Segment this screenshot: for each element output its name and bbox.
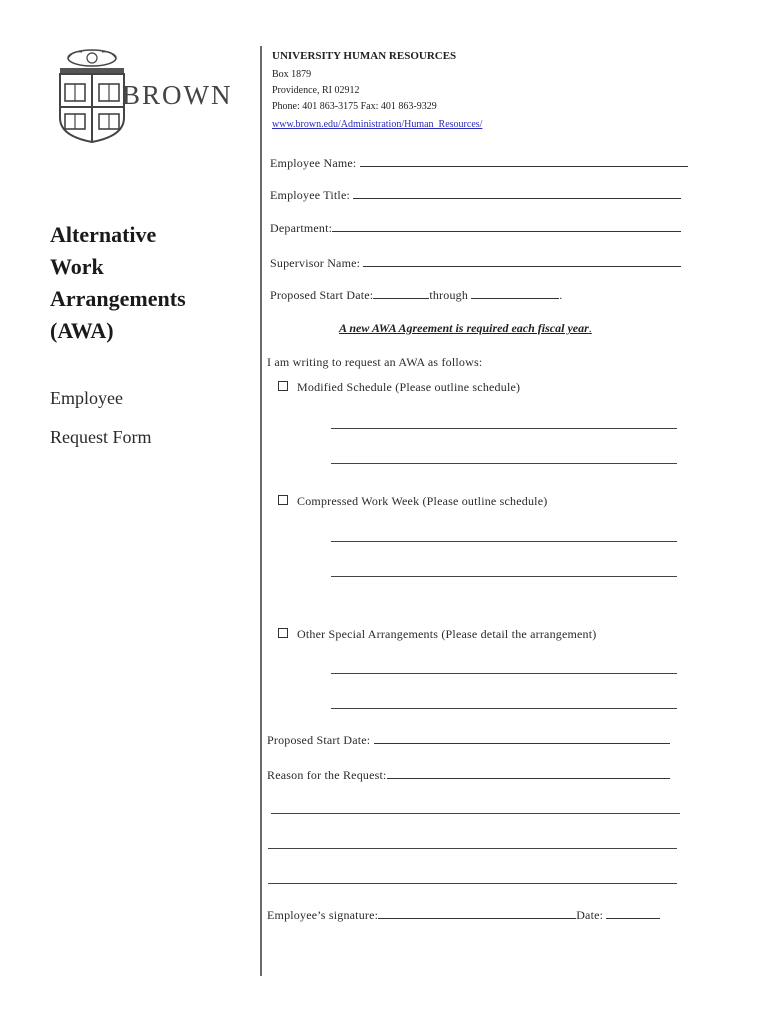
employee-title-label: Employee Title:	[270, 188, 354, 202]
form-title-line: Alternative	[50, 222, 157, 247]
modified-schedule-line-2[interactable]	[331, 463, 677, 464]
signature-label: Employee’s signature:	[267, 908, 379, 922]
proposed-start-label: Proposed Start Date:	[270, 288, 374, 302]
form-title	[50, 219, 186, 347]
department-field	[270, 219, 681, 236]
brown-wordmark: BROWN	[122, 80, 233, 110]
employee-title-input[interactable]	[353, 186, 681, 199]
date-label: Date:	[576, 908, 607, 922]
form-subtitle-employee: Employee	[50, 388, 123, 408]
reason-line-3[interactable]	[268, 883, 677, 884]
reason-line-1[interactable]	[271, 813, 680, 814]
fiscal-year-notice: A new AWA Agreement is required each fiscal year.	[339, 321, 592, 335]
modified-schedule-line-1[interactable]	[331, 428, 677, 429]
form-title-line: Work	[50, 254, 104, 279]
signature-field	[267, 906, 660, 923]
compressed-week-line-1[interactable]	[331, 541, 677, 542]
signature-input[interactable]	[378, 906, 576, 919]
employee-title-field	[270, 186, 681, 203]
footer-proposed-start-label: Proposed Start Date:	[267, 733, 374, 747]
compressed-week-label: Compressed Work Week (Please outline schedule)	[297, 494, 548, 508]
option-other-arrangements	[278, 627, 596, 642]
request-intro: I am writing to request an AWA as follows:	[267, 355, 483, 369]
reason-label: Reason for the Request:	[267, 768, 387, 782]
proposed-dates-field: Proposed Start Date: through .	[270, 288, 563, 302]
header-phone: Phone: 401 863-3175 Fax: 401 863-9329	[272, 101, 437, 112]
fiscal-year-notice-text: A new AWA Agreement is required each fiscal year	[339, 321, 589, 335]
compressed-week-checkbox[interactable]	[278, 495, 288, 505]
proposed-start-input[interactable]	[373, 286, 429, 299]
employee-name-input[interactable]	[360, 154, 688, 167]
reason-field	[267, 766, 670, 783]
header-title: UNIVERSITY HUMAN RESOURCES	[272, 50, 457, 62]
header-box: Box 1879	[272, 69, 312, 80]
form-subtitle-request: Request Form	[50, 427, 152, 447]
supervisor-name-label: Supervisor Name:	[270, 256, 364, 270]
form-title-line: Arrangements	[50, 286, 186, 311]
reason-line-2[interactable]	[268, 848, 677, 849]
other-arrangements-label: Other Special Arrangements (Please detail the arrangement)	[297, 627, 597, 641]
option-modified-schedule	[278, 380, 520, 395]
brown-logo	[54, 44, 254, 144]
department-input[interactable]	[332, 219, 681, 232]
modified-schedule-checkbox[interactable]	[278, 381, 288, 391]
employee-name-label: Employee Name:	[270, 156, 360, 170]
proposed-end-input[interactable]	[471, 286, 559, 299]
other-arrangements-checkbox[interactable]	[278, 628, 288, 638]
supervisor-name-input[interactable]	[363, 254, 681, 267]
other-arrangements-line-2[interactable]	[331, 708, 677, 709]
other-arrangements-line-1[interactable]	[331, 673, 677, 674]
footer-proposed-start-input[interactable]	[374, 731, 670, 744]
header-city: Providence, RI 02912	[272, 85, 360, 96]
date-input[interactable]	[606, 906, 660, 919]
modified-schedule-label: Modified Schedule (Please outline schedule)	[297, 380, 521, 394]
compressed-week-line-2[interactable]	[331, 576, 677, 577]
form-title-line: (AWA)	[50, 318, 114, 343]
vertical-divider	[260, 46, 262, 976]
department-label: Department:	[270, 221, 333, 235]
through-label: through	[429, 288, 469, 302]
header-link[interactable]: www.brown.edu/Administration/Human_Resources/	[272, 119, 483, 130]
supervisor-name-field	[270, 254, 681, 271]
option-compressed-week	[278, 494, 547, 509]
footer-proposed-start-field	[267, 731, 670, 748]
reason-input[interactable]	[387, 766, 670, 779]
employee-name-field	[270, 154, 688, 171]
